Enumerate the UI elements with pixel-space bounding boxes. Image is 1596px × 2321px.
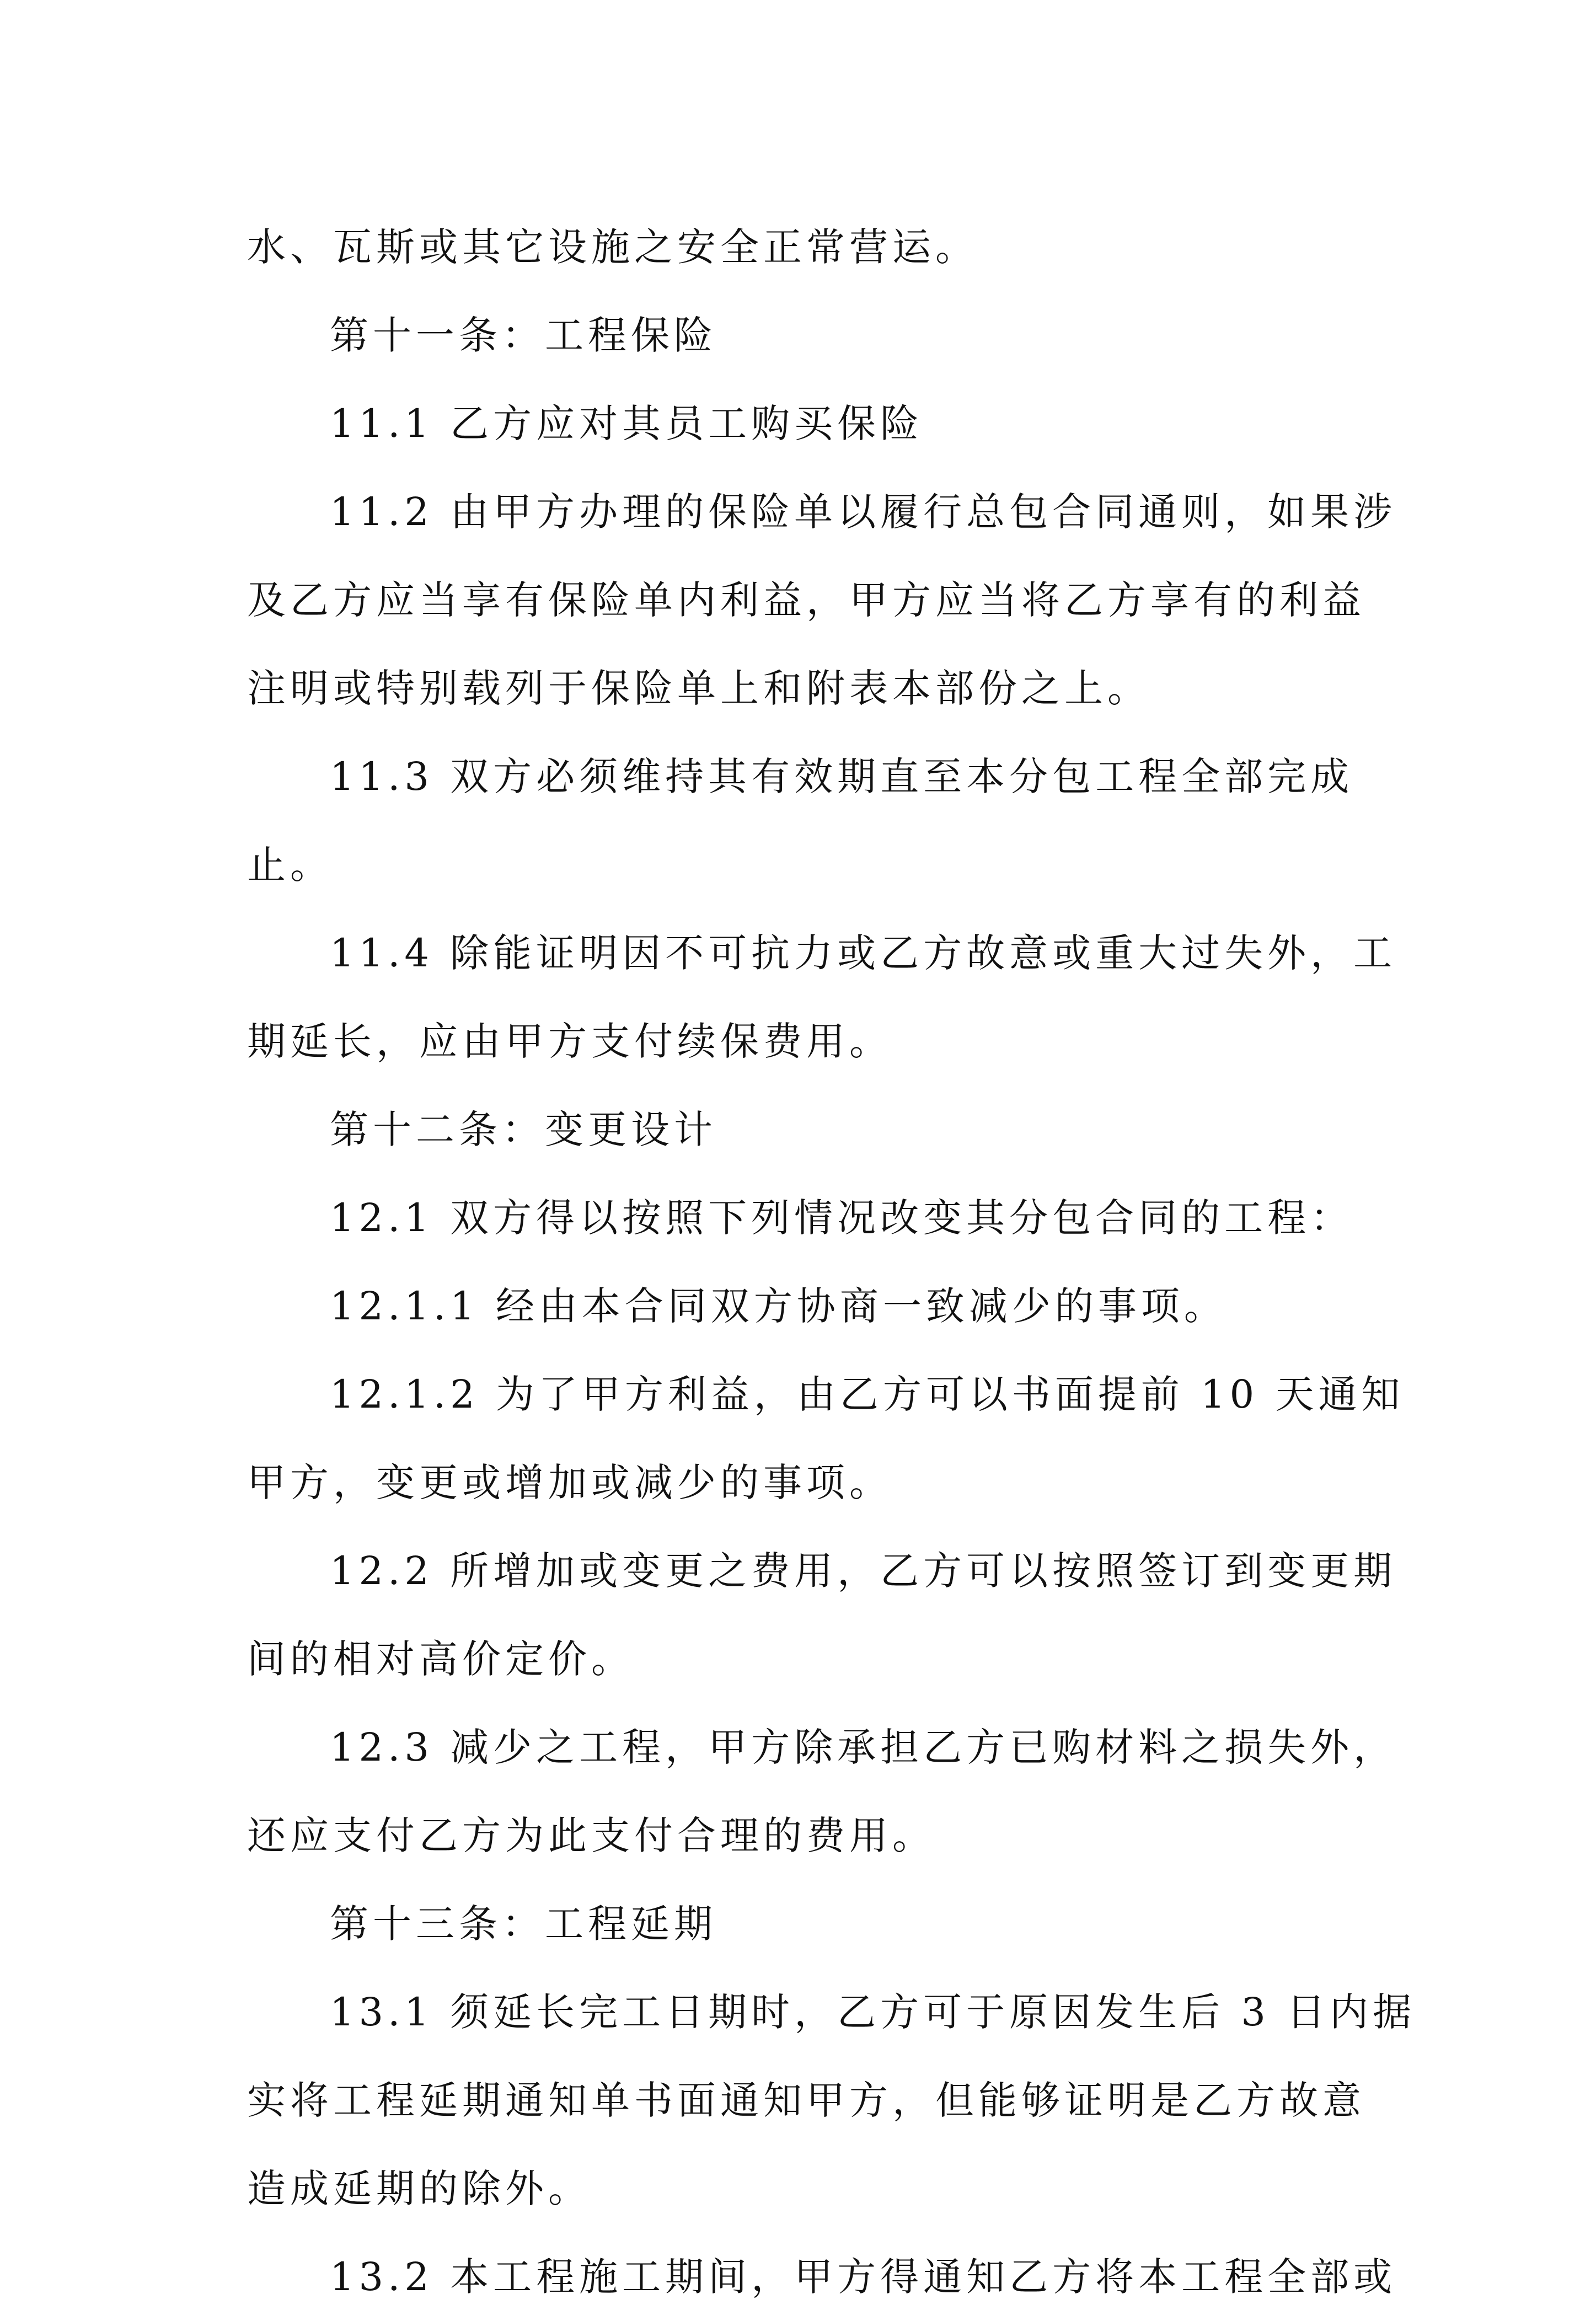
text-line: 注明或特别载列于保险单上和附表本部份之上。 (247, 666, 1150, 711)
text-line: 间的相对高价定价。 (247, 1637, 634, 1682)
clause-13-1: 13.1 须延长完工日期时，乙方可于原因发生后 3 日内据 (330, 1990, 1416, 2035)
text-line: 水、瓦斯或其它设施之安全正常营运。 (247, 224, 978, 270)
clause-12-1-1: 12.1.1 经由本合同双方协商一致减少的事项。 (330, 1283, 1227, 1329)
clause-12-1-2: 12.1.2 为了甲方利益，由乙方可以书面提前 10 天通知 (330, 1372, 1405, 1417)
clause-11-4: 11.4 除能证明因不可抗力或乙方故意或重大过失外，工 (330, 930, 1397, 976)
clause-11-1: 11.1 乙方应对其员工购买保险 (330, 401, 924, 446)
text-line: 止。 (247, 842, 333, 887)
text-line: 实将工程延期通知单书面通知甲方，但能够证明是乙方故意 (247, 2078, 1365, 2123)
clause-12-2: 12.2 所增加或变更之费用，乙方可以按照签订到变更期 (330, 1548, 1397, 1593)
text-line: 还应支付乙方为此支付合理的费用。 (247, 1813, 935, 1858)
clause-12-1: 12.1 双方得以按照下列情况改变其分包合同的工程： (330, 1195, 1354, 1240)
text-line: 造成延期的除外。 (247, 2166, 591, 2211)
section-heading-11: 第十一条：工程保险 (330, 313, 717, 358)
text-line: 期延长，应由甲方支付续保费用。 (247, 1019, 892, 1064)
text-line: 及乙方应当享有保险单内利益，甲方应当将乙方享有的利益 (247, 577, 1365, 623)
section-heading-13: 第十三条：工程延期 (330, 1901, 717, 1946)
contract-text-body (247, 203, 1416, 2321)
clause-11-3: 11.3 双方必须维持其有效期直至本分包工程全部完成 (330, 754, 1354, 799)
clause-12-3: 12.3 减少之工程，甲方除承担乙方已购材料之损失外， (330, 1725, 1397, 1770)
clause-11-2: 11.2 由甲方办理的保险单以履行总包合同通则，如果涉 (330, 489, 1397, 534)
text-line: 甲方，变更或增加或减少的事项。 (247, 1460, 892, 1505)
clause-13-2: 13.2 本工程施工期间，甲方得通知乙方将本工程全部或 (330, 2254, 1397, 2299)
section-heading-12: 第十二条：变更设计 (330, 1107, 717, 1152)
